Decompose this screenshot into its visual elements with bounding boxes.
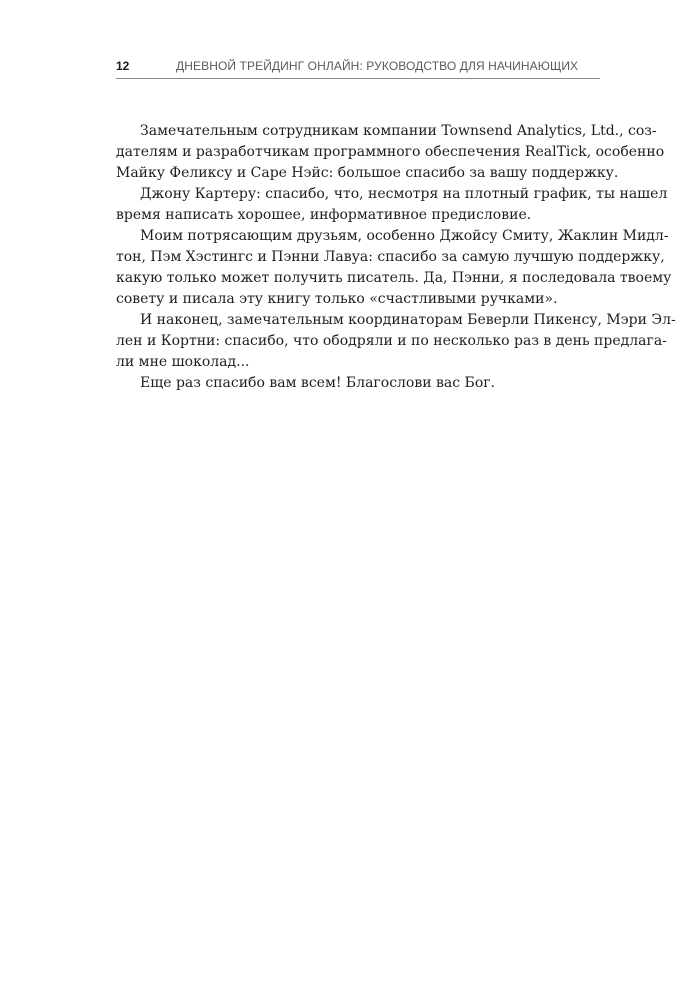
text-line: время написать хорошее, информативное предисловие.: [116, 207, 532, 223]
page-number: 12: [116, 59, 130, 73]
body-text: [116, 121, 676, 394]
running-title: ДНЕВНОЙ ТРЕЙДИНГ ОНЛАЙН: РУКОВОДСТВО ДЛЯ НАЧИНАЮЩИХ: [176, 59, 579, 73]
text-line: Майку Феликсу и Саре Нэйс: большое спасибо за вашу поддержку.: [116, 165, 619, 181]
text-line: какую только может получить писатель. Да, Пэнни, я последовала твоему: [116, 270, 672, 286]
paragraph-friends: [116, 226, 672, 310]
text-line: ли мне шоколад...: [116, 354, 250, 370]
text-line: дателям и разработчикам программного обеспечения RealTick, особенно: [116, 144, 665, 160]
text-line: И наконец, замечательным координаторам Беверли Пикенсу, Мэри Эл-: [140, 312, 676, 328]
text-line: Замечательным сотрудникам компании Townsend Analytics, Ltd., соз-: [140, 123, 657, 139]
running-header: [116, 56, 600, 79]
paragraph-coordinators: [116, 310, 676, 373]
text-line: Моим потрясающим друзьям, особенно Джойсу Смиту, Жаклин Мидл-: [140, 228, 669, 244]
paragraph-carter: [116, 184, 668, 226]
text-line: Джону Картеру: спасибо, что, несмотря на плотный график, ты нашел: [140, 186, 668, 202]
paragraph-closing: [116, 373, 600, 394]
paragraph-townsend: [116, 121, 665, 184]
text-line: совету и писала эту книгу только «счастливыми ручками».: [116, 291, 558, 307]
text-line: Еще раз спасибо вам всем! Благослови вас Бог.: [140, 375, 496, 391]
text-line: лен и Кортни: спасибо, что ободряли и по несколько раз в день предлага-: [116, 333, 667, 349]
text-line: тон, Пэм Хэстингс и Пэнни Лавуа: спасибо за самую лучшую поддержку,: [116, 249, 665, 265]
